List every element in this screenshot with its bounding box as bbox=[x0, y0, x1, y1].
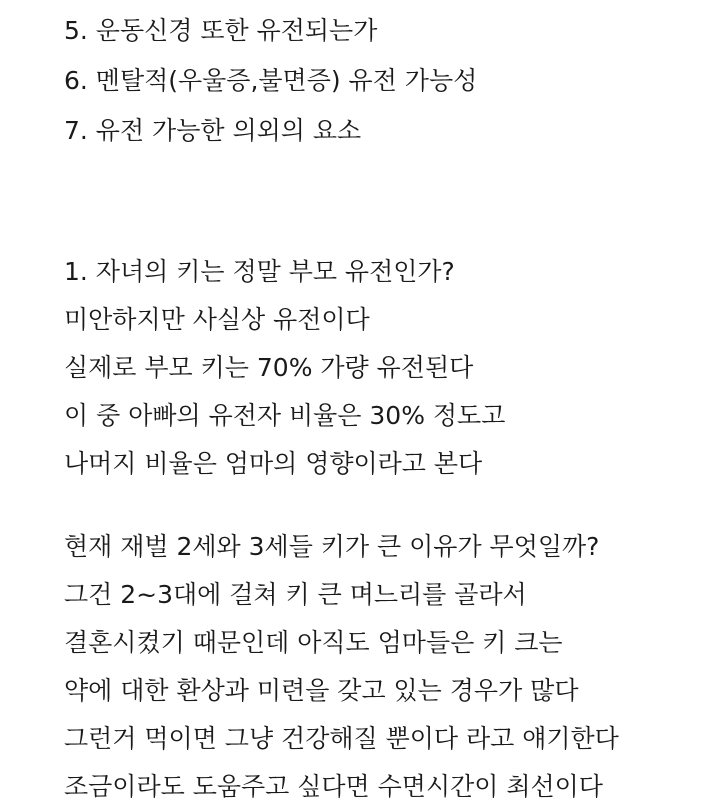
text-line: 나머지 비율은 엄마의 영향이라고 본다 bbox=[64, 449, 483, 478]
text-line: 그건 2~3대에 걸쳐 키 큰 며느리를 골라서 bbox=[64, 580, 527, 609]
text-line: 실제로 부모 키는 70% 가량 유전된다 bbox=[64, 353, 474, 382]
section-heading: 1. 자녀의 키는 정말 부모 유전인가? bbox=[64, 257, 455, 286]
text-line: 그런거 먹이면 그냥 건강해질 뿐이다 라고 얘기한다 bbox=[64, 724, 619, 753]
outline-list bbox=[64, 6, 477, 156]
text-line: 미안하지만 사실상 유전이다 bbox=[64, 305, 370, 334]
outline-item-6: 6. 멘탈적(우울증,불면증) 유전 가능성 bbox=[64, 66, 478, 95]
text-line: 결혼시켰기 때문인데 아직도 엄마들은 키 크는 bbox=[64, 628, 563, 657]
outline-item-5: 5. 운동신경 또한 유전되는가 bbox=[64, 16, 378, 45]
text-line: 약에 대한 환상과 미련을 갖고 있는 경우가 많다 bbox=[64, 676, 579, 705]
outline-item-7: 7. 유전 가능한 의외의 요소 bbox=[64, 116, 362, 145]
paragraph-height-heredity bbox=[64, 248, 505, 488]
text-line: 현재 재벌 2세와 3세들 키가 큰 이유가 무엇일까? bbox=[64, 532, 600, 561]
text-line: 조금이라도 도움주고 싶다면 수면시간이 최선이다 bbox=[64, 772, 603, 801]
text-line: 이 중 아빠의 유전자 비율은 30% 정도고 bbox=[64, 401, 506, 430]
paragraph-chaebol-height bbox=[64, 523, 619, 811]
